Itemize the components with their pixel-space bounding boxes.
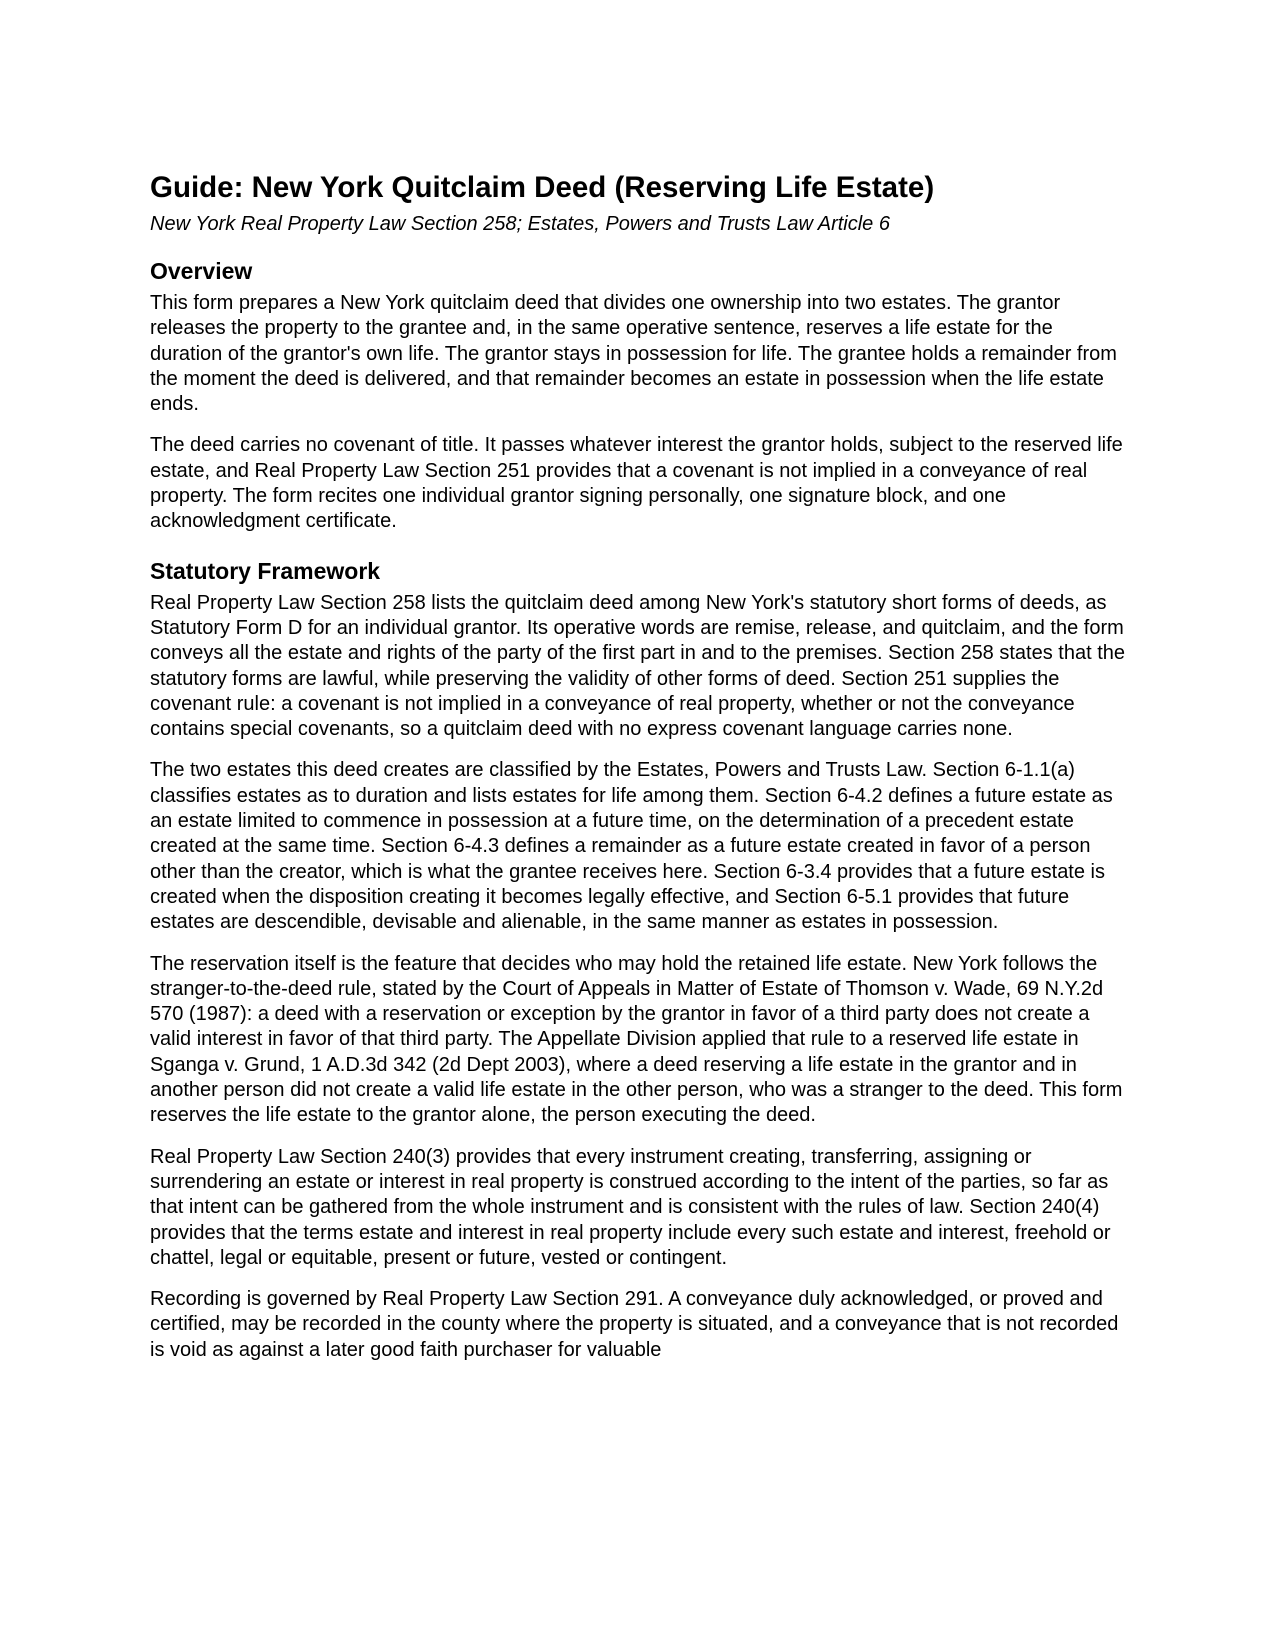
document-page [150,170,1128,1363]
statutory-framework-paragraph: Real Property Law Section 240(3) provides that every instrument creating, transferring, assigning or surrendering an estate or interest in real property is construed according to the intent of the parties, so far as that intent can be gathered from the whole instrument and is consistent with the rules of law. Section 240(4) provides that the terms estate and interest in real property include every such estate and interest, freehold or chattel, legal or equitable, present or future, vested or contingent. [150,1145,1111,1269]
statutory-framework-paragraph: Real Property Law Section 258 lists the quitclaim deed among New York's statutory short forms of deeds, as Statutory Form D for an individual grantor. Its operative words are remise, release, and quitclaim, and the form conveys all the estate and rights of the party of the first part in and to the premises. Section 258 states that the statutory forms are lawful, while preserving the validity of other forms of deed. Section 251 supplies the covenant rule: a covenant is not implied in a conveyance of real property, whether or not the conveyance contains special covenants, so a quitclaim deed with no express covenant language carries none. [150,591,1125,741]
document-title: Guide: New York Quitclaim Deed (Reserving Life Estate) [150,171,935,204]
overview-paragraph: This form prepares a New York quitclaim deed that divides one ownership into two estates. The grantor releases the property to the grantee and, in the same operative sentence, reserves a life estate for the duration of the grantor's own life. The grantor stays in possession for life. The grantee holds a remainder from the moment the deed is delivered, and that remainder becomes an estate in possession when the life estate ends. [150,292,1117,416]
section-heading-overview: Overview [150,258,253,284]
overview-paragraph: The deed carries no covenant of title. It passes whatever interest the grantor holds, subject to the reserved life estate, and Real Property Law Section 251 provides that a covenant is not implied in a conveyance of real property. The form recites one individual grantor signing personally, one signature block, and one acknowledgment certificate. [150,434,1123,533]
section-heading-statutory-framework: Statutory Framework [150,557,381,584]
statutory-framework-paragraph: The two estates this deed creates are classified by the Estates, Powers and Trusts Law. Section 6-1.1(a) classifies estates as to duration and lists estates for life among them. Section 6-4.2 defines a future estate as an estate limited to commence in possession at a future time, on the determination of a precedent estate created at the same time. Section 6-4.3 defines a remainder as a future estate created in favor of a person other than the creator, which is what the grantee receives here. Section 6-3.4 provides that a future estate is created when the disposition creating it becomes legally effective, and Section 6-5.1 provides that future estates are descendible, devisable and alienable, in the same manner as estates in possession. [150,759,1113,934]
statutory-framework-paragraph: Recording is governed by Real Property Law Section 291. A conveyance duly acknowledged, or proved and certified, may be recorded in the county where the property is situated, and a conveyance that is not recorded is void as against a later good faith purchaser for valuable [150,1288,1119,1361]
document-subtitle: New York Real Property Law Section 258; Estates, Powers and Trusts Law Article 6 [150,213,890,235]
statutory-framework-paragraph: The reservation itself is the feature that decides who may hold the retained life estate. New York follows the stranger-to-the-deed rule, stated by the Court of Appeals in Matter of Estate of Thomson v. Wade, 69 N.Y.2d 570 (1987): a deed with a reservation or exception by the grantor in favor of a third party does not create a valid interest in favor of that third party. The Appellate Division applied that rule to a reserved life estate in Sganga v. Grund, 1 A.D.3d 342 (2d Dept 2003), where a deed reserving a life estate in the grantor and in another person did not create a valid life estate in the other person, who was a stranger to the deed. This form reserves the life estate to the grantor alone, the person executing the deed. [150,952,1123,1127]
